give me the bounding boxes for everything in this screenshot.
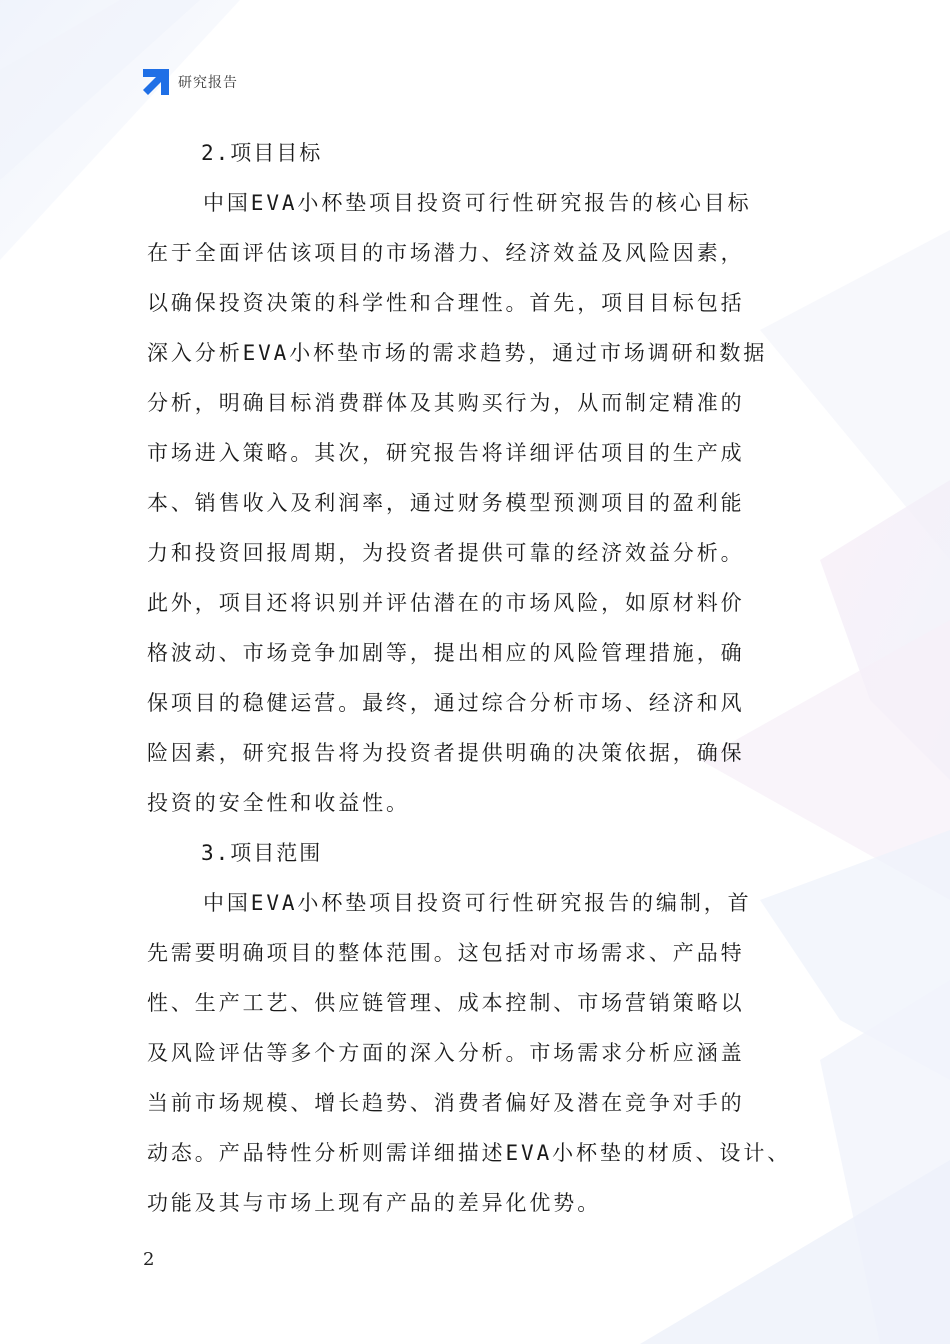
text-line: 本、销售收入及利润率，通过财务模型预测项目的盈利能 xyxy=(147,491,745,515)
text-line: 在于全面评估该项目的市场潜力、经济效益及风险因素， xyxy=(147,241,745,265)
text-line: 保项目的稳健运营。最终，通过综合分析市场、经济和风 xyxy=(147,691,745,715)
text-line: 动态。产品特性分析则需详细描述EVA小杯垫的材质、设计、 xyxy=(147,1141,792,1165)
report-header xyxy=(143,68,238,96)
arrow-up-right-icon xyxy=(143,69,169,95)
text-line: 及风险评估等多个方面的深入分析。市场需求分析应涵盖 xyxy=(147,1041,745,1065)
header-title: 研究报告 xyxy=(178,75,238,91)
text-line: 力和投资回报周期，为投资者提供可靠的经济效益分析。 xyxy=(147,541,745,565)
text-line: 分析，明确目标消费群体及其购买行为，从而制定精准的 xyxy=(147,391,745,415)
text-line: 此外，项目还将识别并评估潜在的市场风险，如原材料价 xyxy=(147,591,745,615)
text-line: 中国EVA小杯垫项目投资可行性研究报告的核心目标 xyxy=(203,191,752,215)
text-line: 当前市场规模、增长趋势、消费者偏好及潜在竞争对手的 xyxy=(147,1091,745,1115)
text-line: 深入分析EVA小杯垫市场的需求趋势，通过市场调研和数据 xyxy=(147,341,768,365)
document-body xyxy=(147,128,819,1228)
text-line: 格波动、市场竞争加剧等，提出相应的风险管理措施，确 xyxy=(147,641,745,665)
section-heading-scope: 3.项目范围 xyxy=(201,841,323,865)
text-line: 性、生产工艺、供应链管理、成本控制、市场营销策略以 xyxy=(147,991,745,1015)
text-line: 先需要明确项目的整体范围。这包括对市场需求、产品特 xyxy=(147,941,745,965)
text-line: 功能及其与市场上现有产品的差异化优势。 xyxy=(147,1191,602,1215)
page-number: 2 xyxy=(143,1249,155,1270)
text-line: 险因素，研究报告将为投资者提供明确的决策依据，确保 xyxy=(147,741,745,765)
text-line: 中国EVA小杯垫项目投资可行性研究报告的编制，首 xyxy=(203,891,752,915)
section-goals-paragraph xyxy=(147,178,819,828)
section-scope-paragraph xyxy=(147,878,819,1228)
section-heading-goals: 2.项目目标 xyxy=(201,141,323,165)
text-line: 以确保投资决策的科学性和合理性。首先，项目目标包括 xyxy=(147,291,745,315)
text-line: 市场进入策略。其次，研究报告将详细评估项目的生产成 xyxy=(147,441,745,465)
text-line: 投资的安全性和收益性。 xyxy=(147,791,410,815)
